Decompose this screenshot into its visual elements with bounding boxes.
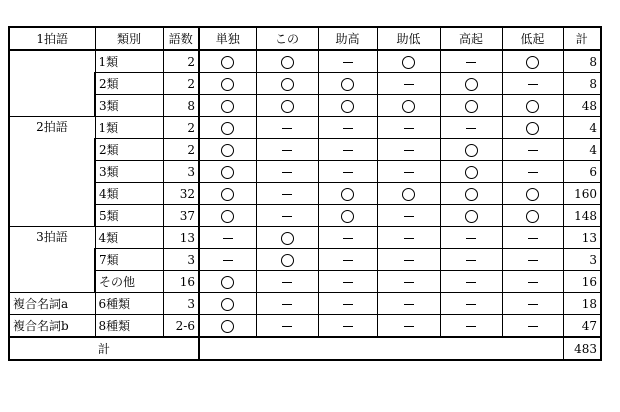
mark-cell [377, 50, 440, 73]
dash-icon [404, 304, 414, 305]
mark-cell [377, 293, 440, 315]
type-cell: 1類 [95, 50, 163, 73]
mark-cell [440, 73, 502, 95]
dash-icon [528, 260, 538, 261]
circle-icon [526, 188, 539, 201]
mark-cell [440, 205, 502, 227]
mark-cell [318, 95, 377, 117]
circle-icon [341, 100, 354, 113]
mark-cell [199, 271, 256, 293]
table-row [9, 315, 601, 338]
mark-cell [199, 50, 256, 73]
mark-cell [377, 161, 440, 183]
dash-icon [466, 260, 476, 261]
mark-cell [318, 227, 377, 249]
dash-icon [528, 84, 538, 85]
mark-cell [440, 227, 502, 249]
type-cell: 7類 [95, 249, 163, 271]
dash-icon [343, 238, 353, 239]
mark-cell [502, 73, 563, 95]
mark-cell [440, 293, 502, 315]
circle-icon [221, 56, 234, 69]
mark-cell [377, 73, 440, 95]
table-row [9, 227, 601, 249]
circle-icon [402, 100, 415, 113]
circle-icon [281, 232, 294, 245]
mark-cell [318, 50, 377, 73]
dash-icon [223, 260, 233, 261]
mark-cell [502, 227, 563, 249]
circle-icon [526, 56, 539, 69]
mark-cell [199, 139, 256, 161]
mark-cell [502, 183, 563, 205]
type-cell: 5類 [95, 205, 163, 227]
count-cell: 2-6 [163, 315, 199, 338]
dash-icon [528, 238, 538, 239]
mark-cell [502, 95, 563, 117]
circle-icon [221, 78, 234, 91]
dash-icon [404, 84, 414, 85]
circle-icon [221, 188, 234, 201]
dash-icon [404, 326, 414, 327]
type-cell: 4類 [95, 183, 163, 205]
header-cell: 類別 [95, 27, 163, 50]
mark-cell [440, 271, 502, 293]
dash-icon [528, 326, 538, 327]
mark-cell [377, 139, 440, 161]
count-cell: 13 [163, 227, 199, 249]
header-cell: 計 [563, 27, 601, 50]
mark-cell [502, 161, 563, 183]
circle-icon [402, 188, 415, 201]
mark-cell [318, 315, 377, 338]
mark-cell [256, 205, 318, 227]
total-cell: 18 [563, 293, 601, 315]
mark-cell [377, 95, 440, 117]
table-row [9, 50, 601, 73]
mark-cell [440, 139, 502, 161]
dash-icon [528, 150, 538, 151]
mark-cell [318, 117, 377, 139]
circle-icon [465, 78, 478, 91]
table-row [9, 73, 601, 95]
count-cell: 2 [163, 139, 199, 161]
circle-icon [526, 122, 539, 135]
dash-icon [343, 128, 353, 129]
mark-cell [318, 271, 377, 293]
table-row [9, 161, 601, 183]
mark-cell [318, 161, 377, 183]
mark-cell [256, 117, 318, 139]
dash-icon [404, 172, 414, 173]
table-row [9, 183, 601, 205]
dash-icon [343, 304, 353, 305]
table-row [9, 95, 601, 117]
header-row [9, 27, 601, 50]
mark-cell [440, 50, 502, 73]
dash-icon [404, 260, 414, 261]
footer-row [9, 337, 601, 360]
mark-cell [502, 50, 563, 73]
circle-icon [526, 100, 539, 113]
dash-icon [404, 150, 414, 151]
mark-cell [256, 227, 318, 249]
total-cell: 13 [563, 227, 601, 249]
table-row [9, 205, 601, 227]
mark-cell [256, 95, 318, 117]
circle-icon [465, 166, 478, 179]
dash-icon [343, 172, 353, 173]
mark-cell [318, 183, 377, 205]
dash-icon [223, 238, 233, 239]
mark-cell [199, 117, 256, 139]
dash-icon [404, 216, 414, 217]
mark-cell [199, 161, 256, 183]
count-cell: 3 [163, 249, 199, 271]
type-cell: 8種類 [95, 315, 163, 338]
mark-cell [502, 315, 563, 338]
footer-empty [199, 337, 563, 360]
mark-cell [318, 139, 377, 161]
mark-cell [440, 161, 502, 183]
count-cell: 2 [163, 50, 199, 73]
mark-cell [256, 139, 318, 161]
dash-icon [528, 304, 538, 305]
circle-icon [465, 188, 478, 201]
type-cell: 3類 [95, 161, 163, 183]
circle-icon [281, 78, 294, 91]
mark-cell [256, 249, 318, 271]
dash-icon [466, 304, 476, 305]
header-cell: 助高 [318, 27, 377, 50]
mark-cell [256, 183, 318, 205]
mark-cell [502, 249, 563, 271]
circle-icon [465, 100, 478, 113]
header-cell: この [256, 27, 318, 50]
mark-cell [377, 249, 440, 271]
mark-cell [199, 293, 256, 315]
total-cell: 148 [563, 205, 601, 227]
dash-icon [343, 150, 353, 151]
mark-cell [256, 293, 318, 315]
count-cell: 3 [163, 293, 199, 315]
total-cell: 6 [563, 161, 601, 183]
mark-cell [377, 315, 440, 338]
total-cell: 3 [563, 249, 601, 271]
group-cell: 複合名詞a [9, 293, 95, 315]
dash-icon [404, 282, 414, 283]
dash-icon [466, 128, 476, 129]
circle-icon [465, 210, 478, 223]
total-cell: 160 [563, 183, 601, 205]
mark-cell [440, 95, 502, 117]
circle-icon [221, 276, 234, 289]
total-cell: 16 [563, 271, 601, 293]
total-cell: 4 [563, 117, 601, 139]
header-cell: 単独 [199, 27, 256, 50]
type-cell: 2類 [95, 139, 163, 161]
mark-cell [256, 73, 318, 95]
mark-cell [199, 249, 256, 271]
circle-icon [341, 78, 354, 91]
mark-cell [318, 249, 377, 271]
circle-icon [402, 56, 415, 69]
count-cell: 8 [163, 95, 199, 117]
type-cell: その他 [95, 271, 163, 293]
circle-icon [281, 100, 294, 113]
dash-icon [404, 128, 414, 129]
accent-table [8, 26, 602, 361]
header-cell: 1拍語 [9, 27, 95, 50]
mark-cell [502, 139, 563, 161]
dash-icon [404, 238, 414, 239]
dash-icon [282, 216, 292, 217]
dash-icon [282, 304, 292, 305]
table-row [9, 139, 601, 161]
dash-icon [282, 172, 292, 173]
type-cell: 3類 [95, 95, 163, 117]
circle-icon [221, 298, 234, 311]
mark-cell [377, 183, 440, 205]
table-row [9, 249, 601, 271]
count-cell: 16 [163, 271, 199, 293]
circle-icon [341, 188, 354, 201]
mark-cell [199, 73, 256, 95]
group-cell: 複合名詞b [9, 315, 95, 338]
circle-icon [221, 100, 234, 113]
dash-icon [343, 282, 353, 283]
mark-cell [440, 117, 502, 139]
count-cell: 2 [163, 73, 199, 95]
header-cell: 語数 [163, 27, 199, 50]
footer-label: 計 [9, 337, 199, 360]
dash-icon [282, 128, 292, 129]
mark-cell [318, 205, 377, 227]
mark-cell [256, 50, 318, 73]
mark-cell [199, 95, 256, 117]
dash-icon [528, 282, 538, 283]
circle-icon [221, 122, 234, 135]
count-cell: 37 [163, 205, 199, 227]
mark-cell [440, 249, 502, 271]
dash-icon [466, 326, 476, 327]
total-cell: 47 [563, 315, 601, 338]
circle-icon [281, 254, 294, 267]
mark-cell [377, 227, 440, 249]
mark-cell [199, 183, 256, 205]
circle-icon [221, 144, 234, 157]
group-cell: 3拍語 [9, 227, 95, 293]
footer-total: 483 [563, 337, 601, 360]
mark-cell [199, 227, 256, 249]
mark-cell [502, 293, 563, 315]
mark-cell [502, 117, 563, 139]
table-row [9, 271, 601, 293]
dash-icon [343, 326, 353, 327]
dash-icon [282, 194, 292, 195]
count-cell: 3 [163, 161, 199, 183]
group-cell [9, 50, 95, 117]
mark-cell [377, 117, 440, 139]
dash-icon [466, 238, 476, 239]
dash-icon [282, 326, 292, 327]
header-cell: 低起 [502, 27, 563, 50]
circle-icon [341, 210, 354, 223]
dash-icon [343, 62, 353, 63]
circle-icon [526, 210, 539, 223]
table-row [9, 293, 601, 315]
total-cell: 8 [563, 73, 601, 95]
group-cell: 2拍語 [9, 117, 95, 227]
dash-icon [466, 62, 476, 63]
count-cell: 2 [163, 117, 199, 139]
header-cell: 高起 [440, 27, 502, 50]
table-row [9, 117, 601, 139]
mark-cell [318, 293, 377, 315]
total-cell: 48 [563, 95, 601, 117]
mark-cell [256, 271, 318, 293]
count-cell: 32 [163, 183, 199, 205]
circle-icon [281, 56, 294, 69]
type-cell: 1類 [95, 117, 163, 139]
mark-cell [256, 315, 318, 338]
mark-cell [440, 315, 502, 338]
type-cell: 6種類 [95, 293, 163, 315]
circle-icon [221, 320, 234, 333]
type-cell: 4類 [95, 227, 163, 249]
dash-icon [528, 172, 538, 173]
header-cell: 助低 [377, 27, 440, 50]
mark-cell [256, 161, 318, 183]
mark-cell [199, 315, 256, 338]
mark-cell [377, 271, 440, 293]
mark-cell [440, 183, 502, 205]
mark-cell [318, 73, 377, 95]
dash-icon [282, 150, 292, 151]
mark-cell [199, 205, 256, 227]
circle-icon [221, 166, 234, 179]
type-cell: 2類 [95, 73, 163, 95]
mark-cell [502, 205, 563, 227]
mark-cell [377, 205, 440, 227]
total-cell: 4 [563, 139, 601, 161]
dash-icon [282, 282, 292, 283]
total-cell: 8 [563, 50, 601, 73]
dash-icon [466, 282, 476, 283]
circle-icon [221, 210, 234, 223]
dash-icon [343, 260, 353, 261]
circle-icon [465, 144, 478, 157]
mark-cell [502, 271, 563, 293]
